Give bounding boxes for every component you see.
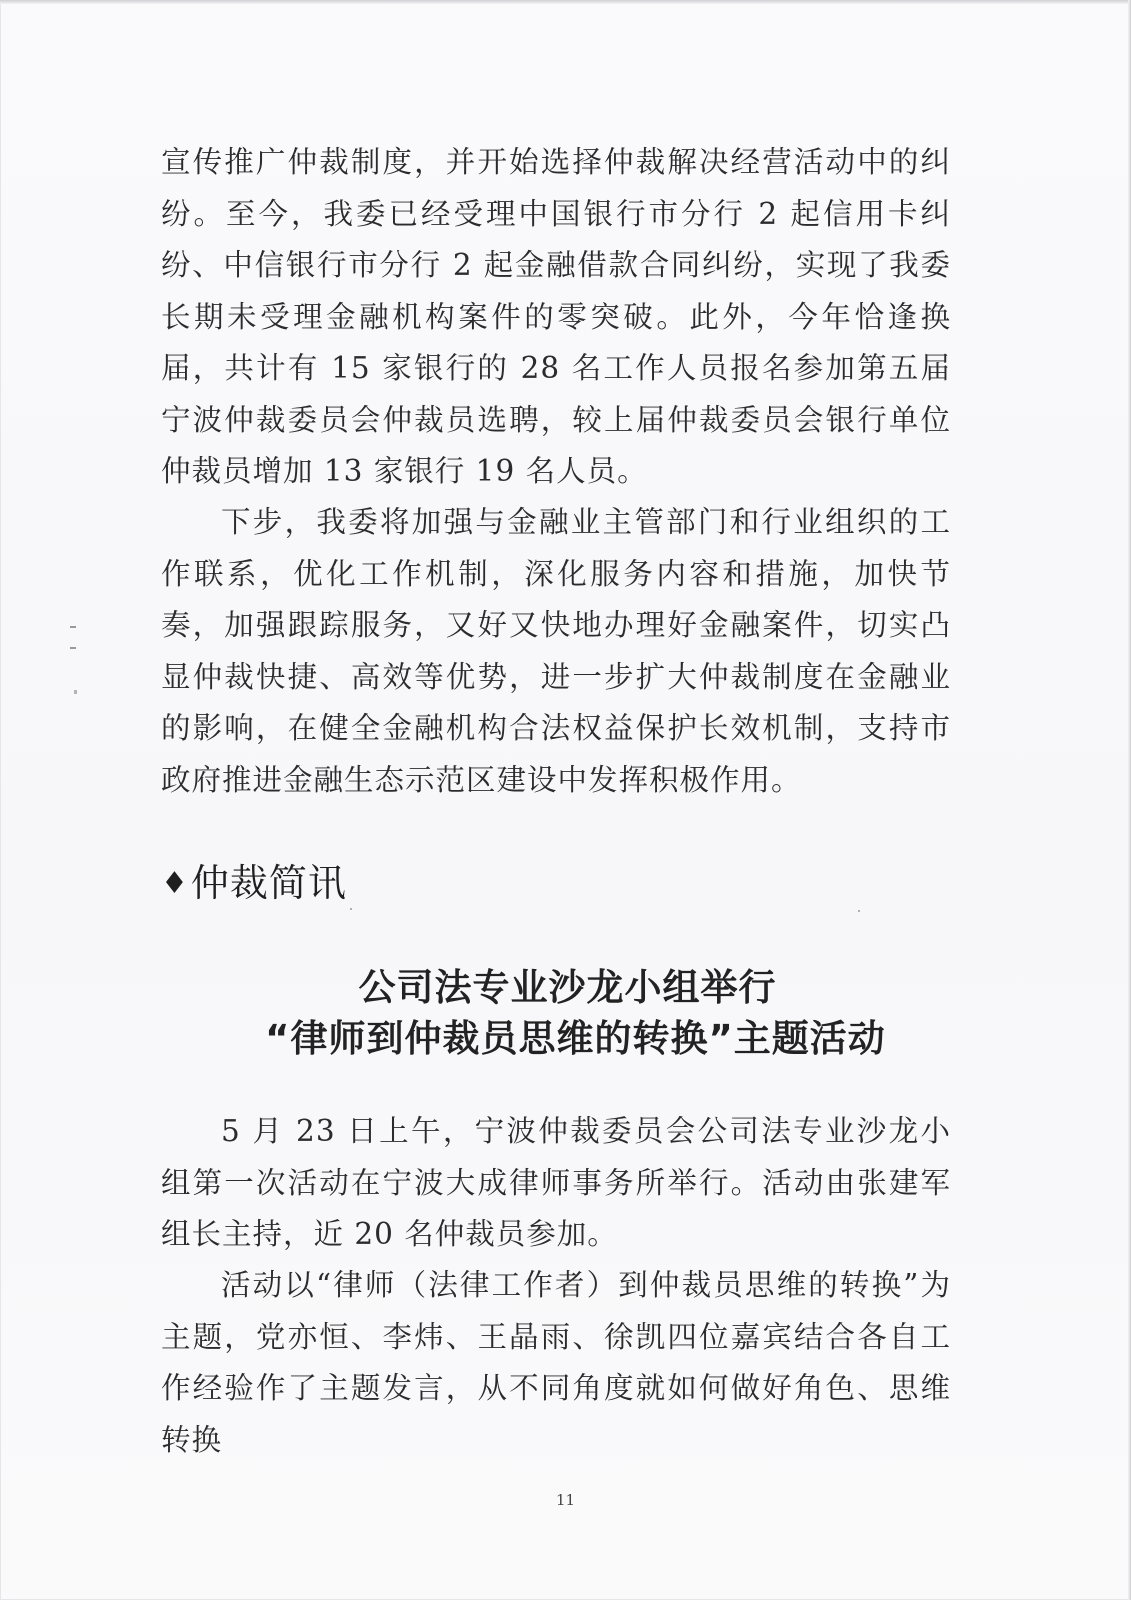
page-number: 11 <box>555 1491 576 1509</box>
section-heading-text: 仲裁简讯 <box>190 861 347 905</box>
scan-speck <box>350 908 352 910</box>
margin-mark <box>74 690 77 694</box>
scan-speck <box>858 910 860 912</box>
article-paragraph: 活动以“律师（法律工作者）到仲裁员思维的转换”为主题，党亦恒、李炜、王晶雨、徐凯四位嘉宾结合各自工作经验作了主题发言，从不同角度就如何做好角色、思维转换 <box>161 1268 951 1457</box>
section-heading <box>161 858 347 909</box>
diamond-bullet-icon: ♦ <box>161 866 189 901</box>
article-paragraph: 5 月 23 日上午，宁波仲裁委员会公司法专业沙龙小组第一次活动在宁波大成律师事务所举行。活动由张建军组长主持，近 20 名仲裁员参加。 <box>161 1114 951 1251</box>
body-paragraph-continued: 宣传推广仲裁制度，并开始选择仲裁解决经营活动中的纠纷。至今，我委已经受理中国银行市分行 2 起信用卡纠纷、中信银行市分行 2 起金融借款合同纠纷，实现了我委长期未受理金融机构案件的零突破。此外，今年恰逢换届，共计有 15 家银行的 28 名工作人员报名参加第五届宁波仲裁委员会仲裁员选聘，较上届仲裁委员会银行单位仲裁员增加 13 家银行 19 名人员。 <box>161 145 951 488</box>
article-title-line-1: 公司法专业沙龙小组举行 <box>358 966 777 1009</box>
margin-mark <box>70 626 76 628</box>
scan-edge-top <box>0 0 1131 4</box>
article-title-line-2: “律师到仲裁员思维的转换”主题活动 <box>265 1017 886 1060</box>
body-paragraph-next-steps: 下步，我委将加强与金融业主管部门和行业组织的工作联系，优化工作机制，深化服务内容和措施，加快节奏，加强跟踪服务，又好又快地办理好金融案件，切实凸显仲裁快捷、高效等优势，进一步扩大仲裁制度在金融业的影响，在健全金融机构合法权益保护长效机制，支持市政府推进金融生态示范区建设中发挥积极作用。 <box>161 505 951 797</box>
margin-mark <box>70 647 76 649</box>
